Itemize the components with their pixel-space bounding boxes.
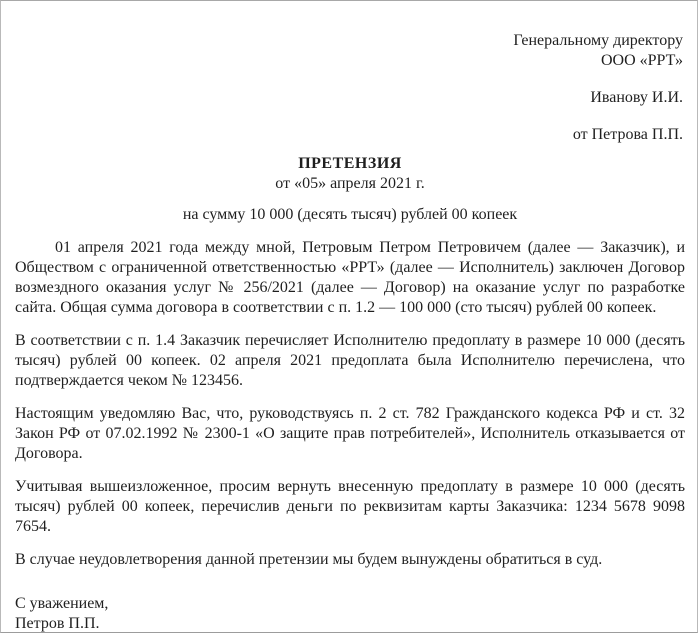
paragraph-contract-info: 01 апреля 2021 года между мной, Петровым Петром Петровичем (далее — Заказчик), и Обществом с ограниченной ответственностью «РРТ» (далее — Исполнитель) заключен Договор возмездного оказания услуг № 256/2021 (далее — Договор) на оказание услуг по разработке сайта. Общая сумма договора в соответствии с п. 1.2 — 100 000 (сто тысяч) рублей 00 копеек.: [15, 239, 685, 316]
closing-regards: С уважением,: [15, 595, 109, 612]
sender-name: от Петрова П.П.: [572, 126, 683, 143]
recipient-name: Иванову И.И.: [590, 89, 683, 106]
paragraph-refund-request: Учитывая вышеизложенное, просим вернуть внесенную предоплату в размере 10 000 (десять тысяч) рублей 00 копеек, перечислив деньги по реквизитам карты Заказчика: 1234 5678 9098 7654.: [15, 478, 685, 535]
paragraph-prepayment-info: В соответствии с п. 1.4 Заказчик перечисляет Исполнителю предоплату в размере 10 000 (десять тысяч) рублей 00 копеек. 02 апреля 2021 предоплата была Исполнителю перечислена, что подтверждается чеком № 123456.: [15, 332, 685, 389]
spacer: [15, 108, 683, 125]
spacer: [15, 71, 683, 88]
paragraph-legal-basis: Настоящим уведомляю Вас, что, руководствуясь п. 2 ст. 782 Гражданского кодекса РФ и ст. 32 Закон РФ от 07.02.1992 № 2300-1 «О защите прав потребителей», Исполнитель отказывается от Договора.: [15, 405, 685, 462]
document-date: от «05» апреля 2021 г.: [275, 175, 425, 192]
document-title: ПРЕТЕНЗИЯ: [298, 155, 402, 172]
body-text: [15, 238, 685, 570]
recipient-company: ООО «РРТ»: [600, 52, 683, 69]
claim-amount-line: на сумму 10 000 (десять тысяч) рублей 00 копеек: [182, 206, 518, 223]
paragraph-court-warning: В случае неудовлетворения данной претензии мы будем вынуждены обратиться в суд.: [15, 551, 603, 568]
recipient-block: [15, 31, 685, 145]
recipient-position: Генеральному директору: [513, 32, 683, 49]
closing-signature-name: Петров П.П.: [15, 615, 100, 632]
closing-block: [15, 594, 685, 633]
title-block: [15, 154, 685, 194]
